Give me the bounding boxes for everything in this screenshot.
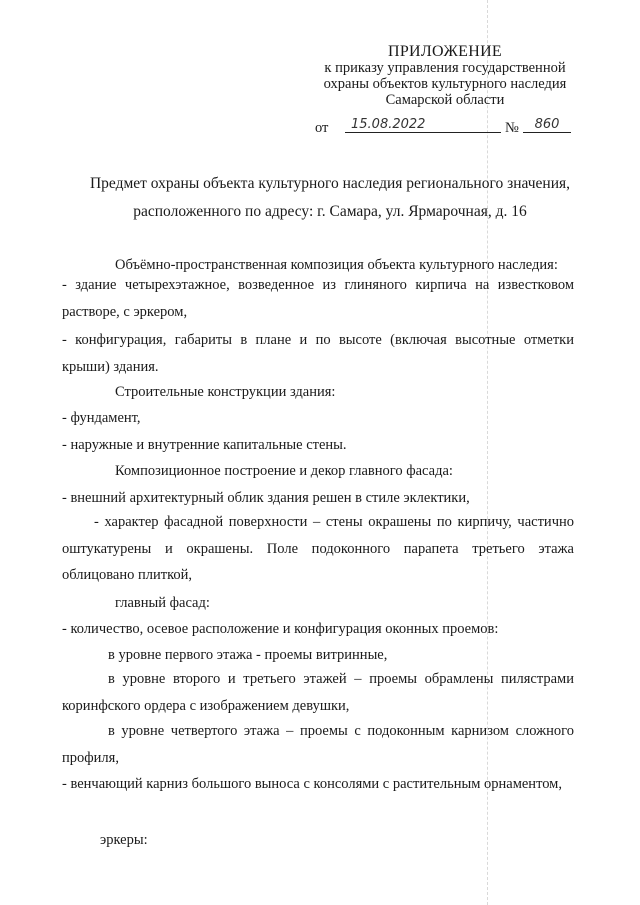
appendix-line-2: охраны объектов культурного наследия: [323, 76, 567, 92]
appendix-block: [300, 44, 590, 108]
appendix-line-1: к приказу управления государственной: [324, 60, 566, 76]
paragraph-structures: Строительные конструкции здания:: [115, 384, 336, 400]
paragraph-building-material: - здание четырехэтажное, возведенное из глиняного кирпича на известковом растворе, с эркером,: [62, 277, 574, 320]
appendix-title: ПРИЛОЖЕНИЕ: [387, 43, 502, 60]
order-date-handwritten: 15.08.2022: [345, 117, 501, 133]
paragraph-configuration: - конфигурация, габариты в плане и по высоте (включая высотные отметки крыши) здания.: [62, 332, 574, 375]
paragraph-main-facade: главный фасад:: [115, 595, 210, 611]
order-reference-line: [315, 117, 575, 140]
order-number-label: №: [505, 120, 519, 136]
paragraph-second-third-floor: в уровне второго и третьего этажей – проемы обрамлены пилястрами коринфского ордера с изображением девушки,: [62, 671, 574, 714]
paragraph-bay-windows: эркеры:: [100, 832, 148, 848]
paragraph-walls: - наружные и внутренние капитальные стены.: [62, 437, 347, 453]
document-heading-line-1: Предмет охраны объекта культурного наследия регионального значения,: [89, 175, 571, 192]
paragraph-fourth-floor: в уровне четвертого этажа – проемы с подоконным карнизом сложного профиля,: [62, 723, 574, 766]
paragraph-volume-composition: Объёмно-пространственная композиция объекта культурного наследия:: [115, 257, 558, 273]
document-heading-line-2: расположенного по адресу: г. Самара, ул. Ярмарочная, д. 16: [133, 203, 527, 220]
paragraph-window-openings: - количество, осевое расположение и конфигурация оконных проемов:: [62, 621, 499, 637]
paragraph-first-floor: в уровне первого этажа - проемы витринные,: [108, 647, 388, 663]
paragraph-cornice: - венчающий карниз большого выноса с консолями с растительным орнаментом,: [62, 776, 562, 792]
paragraph-eclectic-style: - внешний архитектурный облик здания решен в стиле эклектики,: [62, 490, 470, 506]
order-number-handwritten: 860: [523, 117, 571, 133]
paragraph-facade-composition: Композиционное построение и декор главного фасада:: [115, 463, 453, 479]
paragraph-foundation: - фундамент,: [62, 410, 141, 426]
appendix-line-3: Самарской области: [385, 92, 505, 108]
order-from-label: от: [315, 120, 329, 136]
paragraph-facade-surface: - характер фасадной поверхности – стены окрашены по кирпичу, частично оштукатурены и окрашены. Поле подоконного парапета третьего этажа облицовано плиткой,: [62, 514, 574, 583]
